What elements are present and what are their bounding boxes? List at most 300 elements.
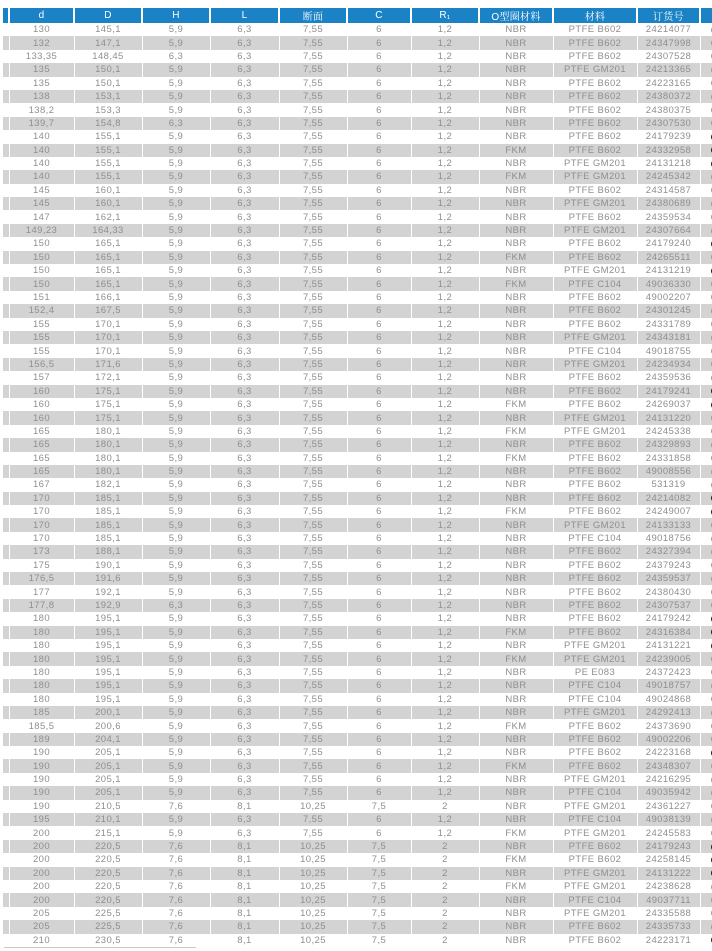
cell-availability bbox=[700, 934, 712, 947]
cell-material: PTFE C104 bbox=[553, 277, 637, 290]
column-header-d: d bbox=[9, 8, 74, 23]
cell-oring-material: NBR bbox=[479, 103, 553, 116]
cell-cross-section: 7,55 bbox=[279, 184, 347, 197]
cell-H: 5,9 bbox=[142, 612, 210, 625]
cell-d: 177 bbox=[9, 585, 74, 598]
table-row bbox=[3, 545, 712, 558]
cell-d: 180 bbox=[9, 612, 74, 625]
cell-material: PTFE B602 bbox=[553, 478, 637, 491]
cell-C: 7,5 bbox=[347, 934, 411, 947]
cell-L: 6,3 bbox=[210, 585, 279, 598]
cell-R1: 1,2 bbox=[411, 50, 479, 63]
cell-D: 166,1 bbox=[74, 291, 142, 304]
cell-availability bbox=[700, 385, 712, 398]
cell-L: 6,3 bbox=[210, 425, 279, 438]
cell-order-number: 49018756 bbox=[637, 532, 700, 545]
table-row bbox=[3, 572, 712, 585]
cell-d: 135 bbox=[9, 63, 74, 76]
cell-R1: 1,2 bbox=[411, 23, 479, 36]
cell-d: 160 bbox=[9, 411, 74, 424]
cell-C: 6 bbox=[347, 559, 411, 572]
cell-R1: 1,2 bbox=[411, 344, 479, 357]
cell-availability bbox=[700, 666, 712, 679]
cell-D: 147,1 bbox=[74, 36, 142, 49]
table-row bbox=[3, 505, 712, 518]
cell-L: 6,3 bbox=[210, 184, 279, 197]
cell-R1: 1,2 bbox=[411, 264, 479, 277]
cell-L: 6,3 bbox=[210, 599, 279, 612]
cell-d: 167 bbox=[9, 478, 74, 491]
cell-order-number: 24214077 bbox=[637, 23, 700, 36]
cell-order-number: 24307528 bbox=[637, 50, 700, 63]
cell-L: 6,3 bbox=[210, 465, 279, 478]
cell-oring-material: NBR bbox=[479, 50, 553, 63]
cell-oring-material: NBR bbox=[479, 117, 553, 130]
cell-material: PTFE GM201 bbox=[553, 706, 637, 719]
cell-order-number: 49008556 bbox=[637, 465, 700, 478]
cell-D: 188,1 bbox=[74, 545, 142, 558]
cell-L: 6,3 bbox=[210, 144, 279, 157]
cell-oring-material: NBR bbox=[479, 920, 553, 933]
cell-C: 6 bbox=[347, 398, 411, 411]
cell-cross-section: 7,55 bbox=[279, 371, 347, 384]
cell-cross-section: 7,55 bbox=[279, 559, 347, 572]
table-row bbox=[3, 639, 712, 652]
cell-L: 6,3 bbox=[210, 251, 279, 264]
cell-material: PTFE B602 bbox=[553, 117, 637, 130]
cell-order-number: 24223168 bbox=[637, 746, 700, 759]
cell-C: 6 bbox=[347, 693, 411, 706]
cell-C: 7,5 bbox=[347, 893, 411, 906]
cell-material: PTFE C104 bbox=[553, 532, 637, 545]
cell-order-number: 24329893 bbox=[637, 438, 700, 451]
cell-C: 6 bbox=[347, 304, 411, 317]
cell-availability bbox=[700, 425, 712, 438]
cell-L: 6,3 bbox=[210, 210, 279, 223]
cell-R1: 1,2 bbox=[411, 385, 479, 398]
table-row bbox=[3, 210, 712, 223]
cell-material: PTFE B602 bbox=[553, 438, 637, 451]
cell-d: 160 bbox=[9, 385, 74, 398]
cell-cross-section: 7,55 bbox=[279, 626, 347, 639]
cell-L: 6,3 bbox=[210, 813, 279, 826]
cell-R1: 2 bbox=[411, 893, 479, 906]
table-row bbox=[3, 706, 712, 719]
cell-L: 6,3 bbox=[210, 358, 279, 371]
table-row bbox=[3, 679, 712, 692]
cell-R1: 1,2 bbox=[411, 117, 479, 130]
table-row bbox=[3, 826, 712, 839]
cell-material: PTFE B602 bbox=[553, 585, 637, 598]
cell-material: PTFE B602 bbox=[553, 853, 637, 866]
header-row bbox=[3, 8, 712, 23]
cell-H: 5,9 bbox=[142, 425, 210, 438]
cell-d: 200 bbox=[9, 853, 74, 866]
cell-D: 170,1 bbox=[74, 344, 142, 357]
cell-d: 185,5 bbox=[9, 719, 74, 732]
cell-availability bbox=[700, 867, 712, 880]
cell-d: 180 bbox=[9, 666, 74, 679]
cell-d: 185 bbox=[9, 706, 74, 719]
cell-C: 6 bbox=[347, 210, 411, 223]
table-row bbox=[3, 251, 712, 264]
cell-d: 190 bbox=[9, 786, 74, 799]
table-row bbox=[3, 103, 712, 116]
cell-H: 5,9 bbox=[142, 398, 210, 411]
cell-material: PTFE B602 bbox=[553, 612, 637, 625]
cell-D: 220,5 bbox=[74, 893, 142, 906]
cell-R1: 1,2 bbox=[411, 492, 479, 505]
cell-d: 175 bbox=[9, 559, 74, 572]
cell-H: 5,9 bbox=[142, 719, 210, 732]
cell-order-number: 24131221 bbox=[637, 639, 700, 652]
cell-C: 6 bbox=[347, 358, 411, 371]
cell-order-number: 24361227 bbox=[637, 800, 700, 813]
cell-D: 185,1 bbox=[74, 518, 142, 531]
cell-R1: 2 bbox=[411, 920, 479, 933]
cell-material: PTFE B602 bbox=[553, 398, 637, 411]
cell-C: 6 bbox=[347, 786, 411, 799]
cell-order-number: 24307530 bbox=[637, 117, 700, 130]
cell-oring-material: NBR bbox=[479, 197, 553, 210]
cell-H: 5,9 bbox=[142, 585, 210, 598]
cell-material: PTFE GM201 bbox=[553, 170, 637, 183]
cell-C: 6 bbox=[347, 318, 411, 331]
cell-R1: 1,2 bbox=[411, 478, 479, 491]
cell-D: 225,5 bbox=[74, 907, 142, 920]
cell-H: 5,9 bbox=[142, 545, 210, 558]
cell-availability bbox=[700, 264, 712, 277]
cell-oring-material: NBR bbox=[479, 733, 553, 746]
cell-C: 6 bbox=[347, 813, 411, 826]
table-row bbox=[3, 518, 712, 531]
cell-D: 215,1 bbox=[74, 826, 142, 839]
cell-H: 5,9 bbox=[142, 626, 210, 639]
cell-order-number: 24214082 bbox=[637, 492, 700, 505]
cell-cross-section: 7,55 bbox=[279, 264, 347, 277]
cell-C: 6 bbox=[347, 733, 411, 746]
cell-D: 225,5 bbox=[74, 920, 142, 933]
cell-R1: 1,2 bbox=[411, 170, 479, 183]
cell-material: PTFE GM201 bbox=[553, 880, 637, 893]
table-row bbox=[3, 612, 712, 625]
cell-oring-material: NBR bbox=[479, 492, 553, 505]
table-row bbox=[3, 304, 712, 317]
cell-order-number: 24301245 bbox=[637, 304, 700, 317]
cell-cross-section: 7,55 bbox=[279, 358, 347, 371]
table-row bbox=[3, 719, 712, 732]
cell-C: 7,5 bbox=[347, 840, 411, 853]
cell-L: 6,3 bbox=[210, 103, 279, 116]
cell-availability bbox=[700, 518, 712, 531]
column-header-H: H bbox=[142, 8, 210, 23]
cell-oring-material: NBR bbox=[479, 518, 553, 531]
cell-D: 192,1 bbox=[74, 585, 142, 598]
table-row bbox=[3, 492, 712, 505]
cell-oring-material: NBR bbox=[479, 532, 553, 545]
cell-oring-material: NBR bbox=[479, 465, 553, 478]
cell-C: 6 bbox=[347, 170, 411, 183]
cell-cross-section: 7,55 bbox=[279, 117, 347, 130]
cell-d: 200 bbox=[9, 826, 74, 839]
cell-order-number: 24331858 bbox=[637, 452, 700, 465]
cell-R1: 1,2 bbox=[411, 639, 479, 652]
table-row bbox=[3, 157, 712, 170]
cell-oring-material: NBR bbox=[479, 585, 553, 598]
cell-C: 6 bbox=[347, 224, 411, 237]
cell-order-number: 531319 bbox=[637, 478, 700, 491]
cell-H: 5,9 bbox=[142, 23, 210, 36]
cell-oring-material: NBR bbox=[479, 786, 553, 799]
cell-material: PTFE B602 bbox=[553, 572, 637, 585]
cell-R1: 1,2 bbox=[411, 103, 479, 116]
cell-L: 6,3 bbox=[210, 478, 279, 491]
cell-d: 152,4 bbox=[9, 304, 74, 317]
cell-R1: 1,2 bbox=[411, 90, 479, 103]
table-row bbox=[3, 786, 712, 799]
cell-oring-material: NBR bbox=[479, 813, 553, 826]
cell-H: 5,9 bbox=[142, 371, 210, 384]
cell-availability bbox=[700, 90, 712, 103]
cell-cross-section: 7,55 bbox=[279, 344, 347, 357]
cell-D: 195,1 bbox=[74, 626, 142, 639]
cell-D: 175,1 bbox=[74, 411, 142, 424]
cell-L: 6,3 bbox=[210, 23, 279, 36]
table-row bbox=[3, 478, 712, 491]
cell-D: 185,1 bbox=[74, 505, 142, 518]
cell-d: 200 bbox=[9, 867, 74, 880]
cell-L: 6,3 bbox=[210, 719, 279, 732]
cell-availability bbox=[700, 103, 712, 116]
cell-C: 7,5 bbox=[347, 853, 411, 866]
cell-L: 6,3 bbox=[210, 733, 279, 746]
cell-L: 6,3 bbox=[210, 50, 279, 63]
cell-material: PTFE B602 bbox=[553, 385, 637, 398]
cell-order-number: 24179240 bbox=[637, 237, 700, 250]
cell-H: 7,6 bbox=[142, 867, 210, 880]
cell-H: 5,9 bbox=[142, 532, 210, 545]
cell-R1: 1,2 bbox=[411, 77, 479, 90]
cell-H: 5,9 bbox=[142, 197, 210, 210]
cell-R1: 2 bbox=[411, 880, 479, 893]
cell-H: 5,9 bbox=[142, 170, 210, 183]
cell-cross-section: 7,55 bbox=[279, 786, 347, 799]
cell-material: PTFE GM201 bbox=[553, 63, 637, 76]
cell-availability bbox=[700, 786, 712, 799]
cell-R1: 1,2 bbox=[411, 532, 479, 545]
cell-oring-material: NBR bbox=[479, 478, 553, 491]
cell-d: 151 bbox=[9, 291, 74, 304]
cell-order-number: 24331789 bbox=[637, 318, 700, 331]
cell-oring-material: NBR bbox=[479, 639, 553, 652]
cell-d: 170 bbox=[9, 492, 74, 505]
cell-H: 5,9 bbox=[142, 237, 210, 250]
cell-material: PTFE GM201 bbox=[553, 331, 637, 344]
cell-L: 6,3 bbox=[210, 666, 279, 679]
cell-D: 204,1 bbox=[74, 733, 142, 746]
cell-order-number: 24216295 bbox=[637, 773, 700, 786]
cell-material: PTFE B602 bbox=[553, 492, 637, 505]
cell-L: 6,3 bbox=[210, 626, 279, 639]
cell-H: 7,6 bbox=[142, 920, 210, 933]
cell-H: 7,6 bbox=[142, 907, 210, 920]
cell-cross-section: 7,55 bbox=[279, 291, 347, 304]
cell-D: 160,1 bbox=[74, 184, 142, 197]
cell-order-number: 24223165 bbox=[637, 77, 700, 90]
cell-C: 6 bbox=[347, 157, 411, 170]
cell-material: PTFE B602 bbox=[553, 23, 637, 36]
cell-C: 6 bbox=[347, 666, 411, 679]
cell-cross-section: 7,55 bbox=[279, 50, 347, 63]
cell-oring-material: NBR bbox=[479, 304, 553, 317]
cell-C: 6 bbox=[347, 411, 411, 424]
cell-availability bbox=[700, 840, 712, 853]
cell-D: 171,6 bbox=[74, 358, 142, 371]
cell-oring-material: NBR bbox=[479, 572, 553, 585]
cell-availability bbox=[700, 63, 712, 76]
table-row bbox=[3, 63, 712, 76]
cell-material: PTFE B602 bbox=[553, 251, 637, 264]
cell-order-number: 24335588 bbox=[637, 907, 700, 920]
cell-order-number: 49018757 bbox=[637, 679, 700, 692]
cell-cross-section: 7,55 bbox=[279, 237, 347, 250]
cell-H: 7,6 bbox=[142, 880, 210, 893]
cell-D: 154,8 bbox=[74, 117, 142, 130]
cell-material: PTFE B602 bbox=[553, 36, 637, 49]
cell-material: PTFE B602 bbox=[553, 291, 637, 304]
cell-material: PTFE GM201 bbox=[553, 639, 637, 652]
cell-availability bbox=[700, 505, 712, 518]
cell-d: 170 bbox=[9, 518, 74, 531]
table-row bbox=[3, 907, 712, 920]
cell-d: 150 bbox=[9, 237, 74, 250]
cell-availability bbox=[700, 893, 712, 906]
cell-material: PTFE B602 bbox=[553, 452, 637, 465]
cell-cross-section: 7,55 bbox=[279, 706, 347, 719]
cell-availability bbox=[700, 291, 712, 304]
cell-H: 5,9 bbox=[142, 505, 210, 518]
cell-C: 6 bbox=[347, 532, 411, 545]
table-row bbox=[3, 599, 712, 612]
cell-d: 180 bbox=[9, 639, 74, 652]
cell-R1: 1,2 bbox=[411, 452, 479, 465]
cell-cross-section: 7,55 bbox=[279, 465, 347, 478]
cell-availability bbox=[700, 920, 712, 933]
cell-order-number: 24131222 bbox=[637, 867, 700, 880]
cell-C: 6 bbox=[347, 144, 411, 157]
cell-D: 195,1 bbox=[74, 666, 142, 679]
cell-d: 173 bbox=[9, 545, 74, 558]
cell-material: PTFE B602 bbox=[553, 559, 637, 572]
table-row bbox=[3, 920, 712, 933]
cell-availability bbox=[700, 411, 712, 424]
cell-cross-section: 7,55 bbox=[279, 63, 347, 76]
cell-availability bbox=[700, 478, 712, 491]
cell-C: 6 bbox=[347, 746, 411, 759]
cell-L: 8,1 bbox=[210, 853, 279, 866]
cell-H: 7,6 bbox=[142, 893, 210, 906]
cell-oring-material: NBR bbox=[479, 63, 553, 76]
cell-L: 6,3 bbox=[210, 117, 279, 130]
table-row bbox=[3, 532, 712, 545]
cell-D: 195,1 bbox=[74, 612, 142, 625]
cell-availability bbox=[700, 612, 712, 625]
cell-d: 176,5 bbox=[9, 572, 74, 585]
cell-order-number: 24258145 bbox=[637, 853, 700, 866]
cell-D: 205,1 bbox=[74, 746, 142, 759]
cell-d: 150 bbox=[9, 251, 74, 264]
cell-L: 6,3 bbox=[210, 170, 279, 183]
cell-order-number: 24314587 bbox=[637, 184, 700, 197]
cell-D: 170,1 bbox=[74, 318, 142, 331]
cell-oring-material: NBR bbox=[479, 840, 553, 853]
cell-order-number: 24238628 bbox=[637, 880, 700, 893]
cell-availability bbox=[700, 880, 712, 893]
column-header-availability bbox=[700, 8, 712, 23]
cell-D: 200,1 bbox=[74, 706, 142, 719]
cell-R1: 1,2 bbox=[411, 759, 479, 772]
cell-cross-section: 7,55 bbox=[279, 679, 347, 692]
table-row bbox=[3, 277, 712, 290]
table-row bbox=[3, 291, 712, 304]
cell-availability bbox=[700, 545, 712, 558]
table-row bbox=[3, 344, 712, 357]
cell-order-number: 24359537 bbox=[637, 572, 700, 585]
column-header-R1: R₁ bbox=[411, 8, 479, 23]
cell-C: 7,5 bbox=[347, 880, 411, 893]
cell-D: 191,6 bbox=[74, 572, 142, 585]
cell-oring-material: FKM bbox=[479, 398, 553, 411]
cell-oring-material: NBR bbox=[479, 23, 553, 36]
cell-material: PTFE B602 bbox=[553, 371, 637, 384]
cell-R1: 1,2 bbox=[411, 237, 479, 250]
cell-d: 165 bbox=[9, 425, 74, 438]
cell-H: 5,9 bbox=[142, 706, 210, 719]
cell-d: 205 bbox=[9, 920, 74, 933]
cell-H: 5,9 bbox=[142, 130, 210, 143]
table-row bbox=[3, 840, 712, 853]
cell-material: PTFE B602 bbox=[553, 599, 637, 612]
cell-material: PTFE C104 bbox=[553, 693, 637, 706]
cell-L: 8,1 bbox=[210, 880, 279, 893]
cell-D: 153,1 bbox=[74, 90, 142, 103]
cell-availability bbox=[700, 652, 712, 665]
cell-L: 6,3 bbox=[210, 746, 279, 759]
cell-order-number: 49002206 bbox=[637, 733, 700, 746]
table-row bbox=[3, 652, 712, 665]
cell-R1: 1,2 bbox=[411, 666, 479, 679]
cell-D: 153,3 bbox=[74, 103, 142, 116]
cell-material: PTFE B602 bbox=[553, 144, 637, 157]
cell-material: PTFE B602 bbox=[553, 759, 637, 772]
cell-d: 147 bbox=[9, 210, 74, 223]
cell-C: 6 bbox=[347, 23, 411, 36]
cell-order-number: 24380430 bbox=[637, 585, 700, 598]
cell-cross-section: 7,55 bbox=[279, 425, 347, 438]
cell-d: 200 bbox=[9, 840, 74, 853]
cell-oring-material: NBR bbox=[479, 224, 553, 237]
cell-R1: 1,2 bbox=[411, 786, 479, 799]
cell-C: 6 bbox=[347, 344, 411, 357]
cell-availability bbox=[700, 585, 712, 598]
cell-L: 6,3 bbox=[210, 545, 279, 558]
cell-d: 189 bbox=[9, 733, 74, 746]
cell-d: 157 bbox=[9, 371, 74, 384]
cell-R1: 1,2 bbox=[411, 438, 479, 451]
cell-d: 170 bbox=[9, 505, 74, 518]
cell-oring-material: FKM bbox=[479, 626, 553, 639]
cell-H: 5,9 bbox=[142, 652, 210, 665]
